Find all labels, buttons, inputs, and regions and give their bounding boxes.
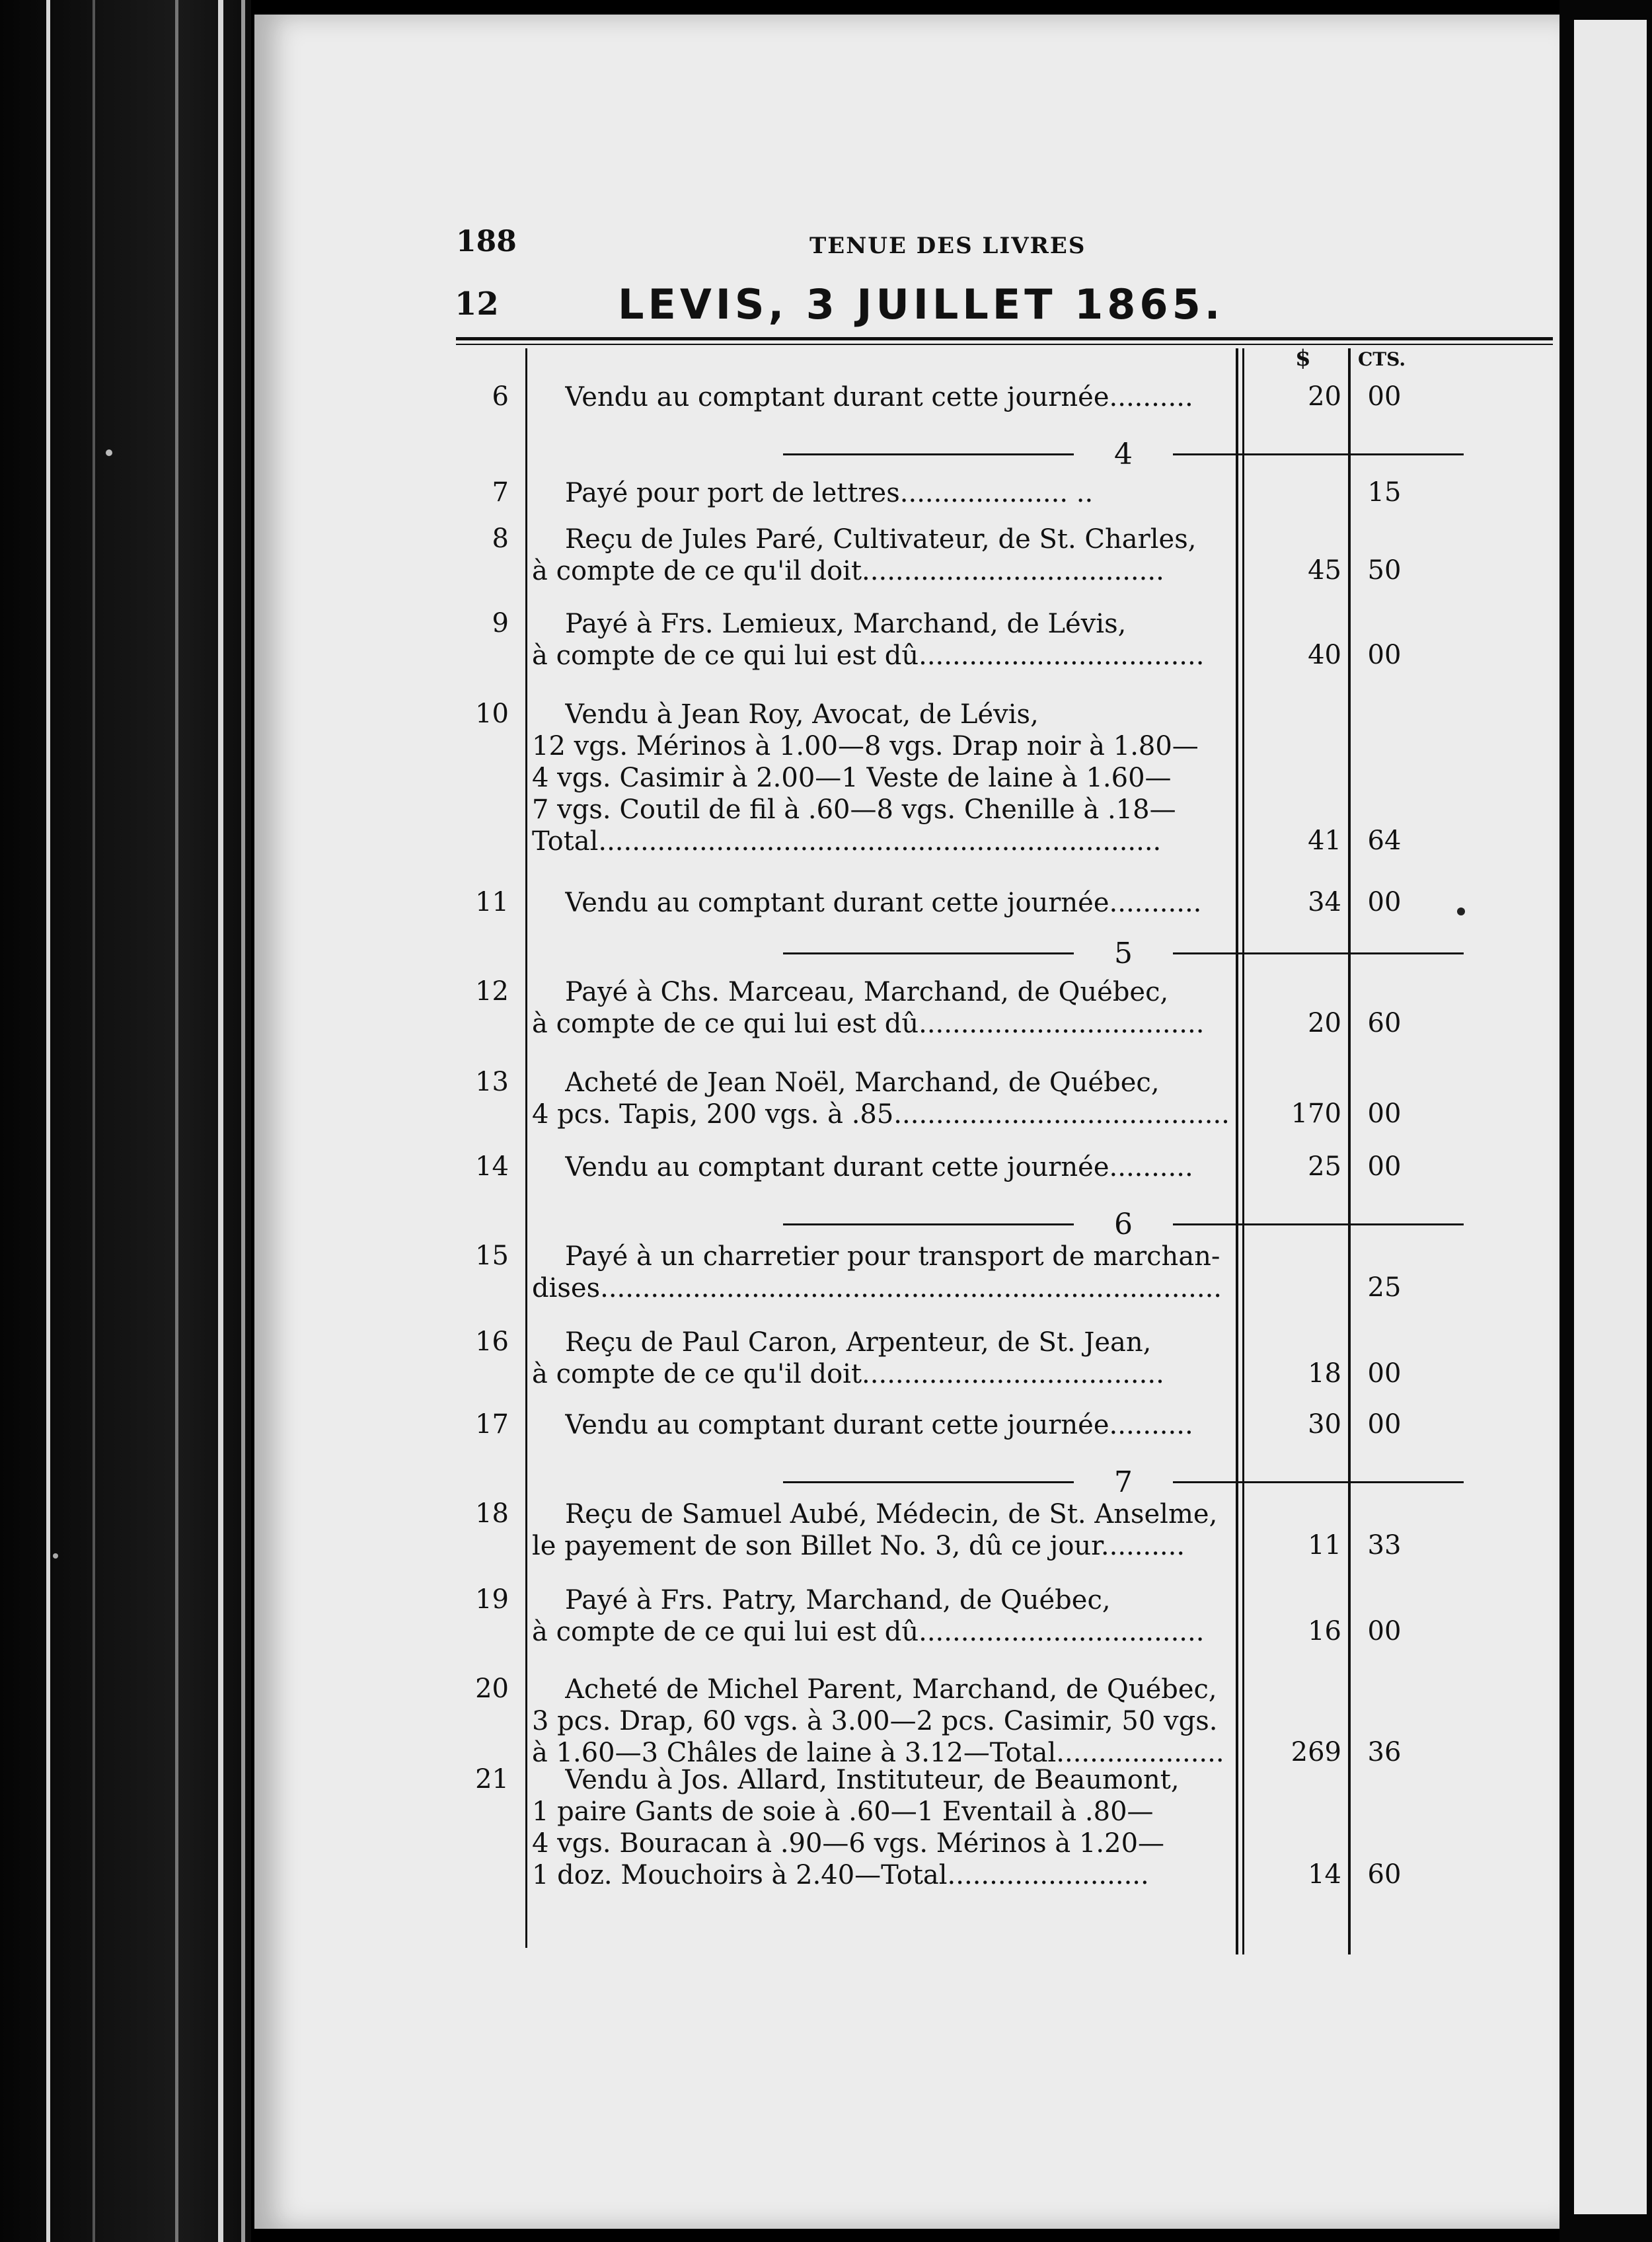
entry-number: 8 (492, 523, 509, 554)
entry-number: 9 (492, 608, 509, 638)
amount-cents: 00 (1367, 640, 1402, 670)
day-number: 4 (1114, 438, 1133, 471)
binding-edge (175, 0, 178, 2242)
scan-speck (1457, 908, 1465, 915)
entry-continuation: le payement de son Billet No. 3, dû ce jour.......... (532, 1531, 1185, 1561)
amount-dollars: 170 (1291, 1099, 1341, 1129)
amount-cents: 00 (1367, 1409, 1402, 1440)
entry-description: Vendu au comptant durant cette journée.......... (565, 1410, 1193, 1440)
entry-continuation: à compte de ce qu'il doit.................................... (532, 556, 1164, 586)
entry-continuation: 7 vgs. Coutil de fil à .60—8 vgs. Chenille à .18— (532, 794, 1176, 825)
cents-column-header: CTS. (1358, 348, 1406, 370)
entry-description: Payé à Frs. Patry, Marchand, de Québec, (565, 1585, 1111, 1615)
binding-edge (241, 0, 245, 2242)
entry-number: 18 (475, 1498, 509, 1529)
separator-rule (783, 1223, 1074, 1225)
page-title: LEVIS, 3 JUILLET 1865. (618, 280, 1224, 329)
ledger-page (254, 15, 1559, 2229)
entry-description: Acheté de Jean Noël, Marchand, de Québec, (565, 1067, 1160, 1098)
amount-dollars: 30 (1308, 1409, 1341, 1440)
amount-cents: 00 (1367, 1358, 1402, 1389)
day-separator (783, 1208, 1464, 1241)
separator-rule (1173, 1481, 1464, 1483)
entry-continuation: 1 paire Gants de soie à .60—1 Eventail à .80— (532, 1797, 1154, 1827)
scan-speck (53, 1553, 58, 1559)
amount-cents: 00 (1367, 381, 1402, 412)
entry-description: Vendu à Jean Roy, Avocat, de Lévis, (565, 699, 1039, 730)
entry-number: 19 (475, 1584, 509, 1615)
day-number: 5 (1114, 937, 1133, 970)
separator-rule (783, 1481, 1074, 1483)
separator-rule (783, 453, 1074, 455)
amount-cents: 00 (1367, 1151, 1402, 1182)
entry-description: Vendu à Jos. Allard, Instituteur, de Beaumont, (565, 1765, 1180, 1795)
amount-dollars: 34 (1308, 887, 1341, 917)
entry-continuation: à compte de ce qui lui est dû.................................. (532, 640, 1205, 671)
entry-continuation: 1 doz. Mouchoirs à 2.40—Total........................ (532, 1860, 1149, 1890)
dollar-column-header: $ (1295, 345, 1311, 371)
entry-number: 13 (475, 1067, 509, 1097)
ledger-column-line (1236, 348, 1238, 1954)
ledger-column-line (525, 348, 527, 1948)
entry-continuation: 4 vgs. Casimir à 2.00—1 Veste de laine à 1.60— (532, 763, 1172, 793)
entry-continuation: à compte de ce qui lui est dû.................................. (532, 1617, 1205, 1647)
amount-dollars: 41 (1308, 826, 1341, 856)
entry-description: Reçu de Jules Paré, Cultivateur, de St. Charles, (565, 524, 1197, 555)
entry-description: Reçu de Paul Caron, Arpenteur, de St. Jean, (565, 1327, 1152, 1358)
amount-dollars: 20 (1308, 381, 1341, 412)
entry-number: 15 (475, 1241, 509, 1271)
entry-description: Vendu au comptant durant cette journée........... (565, 888, 1202, 918)
entry-number: 20 (475, 1674, 509, 1704)
amount-cents: 25 (1367, 1272, 1402, 1303)
entry-number: 6 (492, 381, 509, 412)
amount-cents: 60 (1367, 1859, 1402, 1890)
running-title: TENUE DES LIVRES (809, 233, 1086, 259)
entry-number: 11 (475, 887, 509, 917)
amount-dollars: 16 (1308, 1616, 1341, 1646)
entry-continuation: à 1.60—3 Châles de laine à 3.12—Total.................... (532, 1738, 1224, 1768)
entry-number: 12 (475, 976, 509, 1007)
entry-number: 17 (475, 1409, 509, 1440)
entry-continuation: 3 pcs. Drap, 60 vgs. à 3.00—2 pcs. Casimir, 50 vgs. (532, 1706, 1218, 1736)
amount-cents: 00 (1367, 887, 1402, 917)
amount-dollars: 18 (1308, 1358, 1341, 1389)
amount-dollars: 269 (1291, 1737, 1341, 1767)
day-separator (783, 937, 1464, 970)
amount-cents: 64 (1367, 826, 1402, 856)
day-separator (783, 438, 1464, 471)
entry-continuation: 4 pcs. Tapis, 200 vgs. à .85........................................ (532, 1099, 1230, 1130)
entry-description: Vendu au comptant durant cette journée.......... (565, 1152, 1193, 1182)
separator-rule (783, 952, 1074, 954)
amount-dollars: 25 (1308, 1151, 1341, 1182)
entry-description: Payé à Chs. Marceau, Marchand, de Québec, (565, 977, 1169, 1007)
entry-continuation: à compte de ce qu'il doit.................................... (532, 1359, 1164, 1389)
facing-page-edge (1574, 20, 1647, 2214)
amount-cents: 00 (1367, 1099, 1402, 1129)
entry-number: 7 (492, 477, 509, 508)
entry-description: Reçu de Samuel Aubé, Médecin, de St. Anselme, (565, 1499, 1218, 1529)
amount-cents: 60 (1367, 1008, 1402, 1038)
separator-rule (1173, 1223, 1464, 1225)
amount-dollars: 40 (1308, 640, 1341, 670)
entry-number: 10 (475, 699, 509, 729)
binding-edge (46, 0, 50, 2242)
amount-cents: 33 (1367, 1530, 1402, 1561)
day-number: 6 (1114, 1208, 1133, 1241)
ledger-column-line (1348, 348, 1351, 1954)
day-number: 7 (1114, 1465, 1133, 1499)
binding-edge (218, 0, 223, 2242)
amount-cents: 36 (1367, 1737, 1402, 1767)
entry-number: 21 (475, 1764, 509, 1795)
entry-continuation: 12 vgs. Mérinos à 1.00—8 vgs. Drap noir à 1.80— (532, 731, 1199, 761)
entry-continuation: Total................................................................... (532, 826, 1162, 857)
separator-rule (1173, 952, 1464, 954)
header-rule (456, 344, 1553, 345)
amount-cents: 00 (1367, 1616, 1402, 1646)
amount-dollars: 14 (1308, 1859, 1341, 1890)
amount-dollars: 20 (1308, 1008, 1341, 1038)
entry-description: Acheté de Michel Parent, Marchand, de Québec, (565, 1674, 1217, 1705)
day-separator (783, 1465, 1464, 1498)
header-rule (456, 337, 1553, 340)
entry-continuation: à compte de ce qui lui est dû.................................. (532, 1009, 1205, 1039)
amount-dollars: 45 (1308, 555, 1341, 586)
separator-rule (1173, 453, 1464, 455)
folio-number: 12 (455, 286, 499, 323)
amount-dollars: 11 (1308, 1530, 1341, 1561)
book-binding (0, 0, 251, 2242)
entry-description: Payé pour port de lettres.................... .. (565, 478, 1094, 508)
entry-continuation: dises.......................................................................... (532, 1273, 1222, 1303)
scan-speck (106, 449, 112, 456)
entry-number: 16 (475, 1327, 509, 1357)
entry-continuation: 4 vgs. Bouracan à .90—6 vgs. Mérinos à 1.20— (532, 1828, 1165, 1859)
binding-edge (93, 0, 95, 2242)
amount-cents: 15 (1367, 477, 1402, 508)
entry-number: 14 (475, 1151, 509, 1182)
entry-description: Payé à Frs. Lemieux, Marchand, de Lévis, (565, 609, 1127, 639)
page-number: 188 (456, 225, 517, 258)
entry-description: Vendu au comptant durant cette journée.......... (565, 382, 1193, 412)
entry-description: Payé à un charretier pour transport de marchan- (565, 1241, 1220, 1272)
amount-cents: 50 (1367, 555, 1402, 586)
